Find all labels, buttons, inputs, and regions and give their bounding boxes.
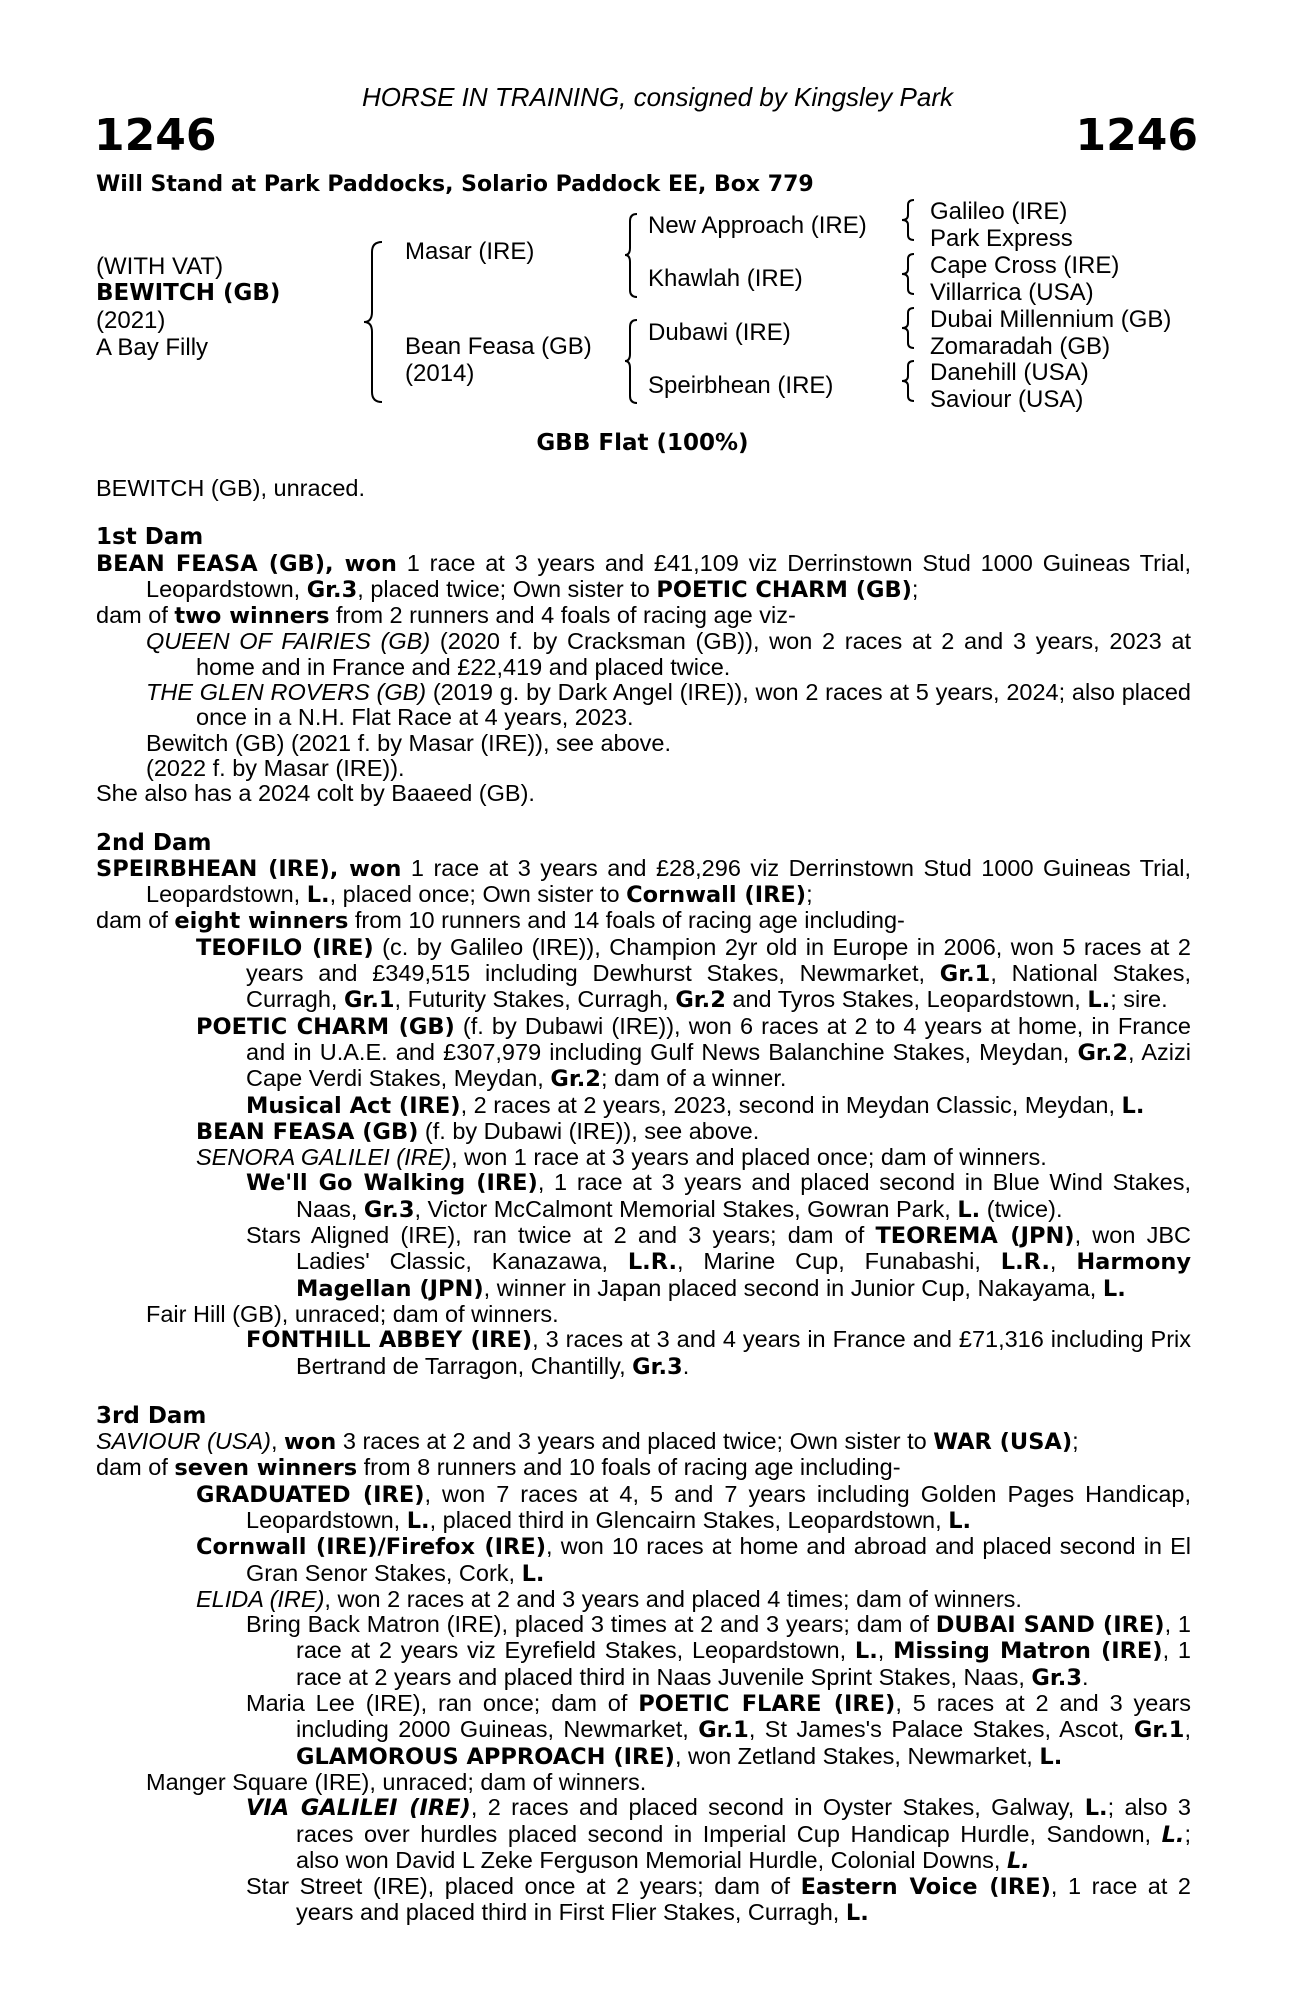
ancestor-ddd: Saviour (USA) [930,386,1084,413]
ancestor-dss: Dubai Millennium (GB) [930,306,1172,333]
third-dam-produce-manger-square: Manger Square (IRE), unraced; dam of winners. [146,1768,647,1795]
third-dam-section [96,1404,1191,1927]
sire-name: Masar (IRE) [405,238,535,265]
pedigree-brace-main [362,240,386,405]
dam-dam: Speirbhean (IRE) [648,372,834,399]
pedigree-brace-sd [900,252,916,296]
first-dam-produce-3: Bewitch (GB) (2021 f. by Masar (IRE)), see above. [146,729,672,756]
dam-sire: Dubawi (IRE) [648,319,791,346]
second-dam-produce-poetic-charm: POETIC CHARM (GB) (f. by Dubawi (IRE)), won 6 races at 2 to 4 years at home, in France and in U.A.E. and £307,979 including Gulf News Balanchine Stakes, Meydan, Gr.2, Azizi Cape Verdi Stakes, Meydan, Gr.2; dam of a winner. [196,1012,1191,1093]
second-dam-grandproduce-stars-aligned: Stars Aligned (IRE), ran twice at 2 and 3 years; dam of TEOREMA (JPN), won JBC Ladies' Classic, Kanazawa, L.R., Marine Cup, Funabashi, L.R., Harmony Magellan (JPN), winner in Japan placed second in Junior Cup, Nakayama, L. [246,1222,1192,1302]
third-dam-produce-elida: ELIDA (IRE), won 2 races at 2 and 3 years and placed 4 times; dam of winners. [196,1585,1022,1612]
catalogue-body [96,476,1191,1927]
consignment-header: HORSE IN TRAINING, consigned by Kingsley Park [362,82,953,112]
horse-sex: A Bay Filly [96,334,209,361]
ancestor-ssd: Park Express [930,225,1073,252]
third-dam-grandproduce-maria-lee: Maria Lee (IRE), ran once; dam of POETIC FLARE (IRE), 5 races at 2 and 3 years including 2000 Guineas, Newmarket, Gr.1, St James's Palace Stakes, Ascot, Gr.1, GLAMOROUS APPROACH (IRE), won Zetland Stakes, Newmarket, L. [246,1690,1191,1770]
sire-dam: Khawlah (IRE) [648,265,803,292]
pedigree-brace-sire [623,212,639,300]
first-dam-heading: 1st Dam [96,524,204,551]
pedigree-brace-dam [623,318,639,406]
pedigree-brace-ds [900,306,916,350]
second-dam-produce-senora-galilei: SENORA GALILEI (IRE), won 1 race at 3 years and placed once; dam of winners. [196,1144,1047,1171]
intro-line: BEWITCH (GB), unraced. [96,475,365,501]
third-dam-grandproduce-via-galilei: VIA GALILEI (IRE), 2 races and placed second in Oyster Stakes, Galway, L.; also 3 races over hurdles placed second in Imperial Cup Handicap Hurdle, Sandown, L.; also won David L Zeke Ferguson Memorial Hurdle, Colonial Downs, L. [246,1794,1191,1874]
third-dam-heading: 3rd Dam [96,1402,207,1429]
dam-name: Bean Feasa (GB) [405,333,592,360]
third-dam-produce-summary: dam of seven winners from 8 runners and 10 foals of racing age including- [96,1454,901,1482]
second-dam-grandproduce-walking: We'll Go Walking (IRE), 1 race at 3 years and placed second in Blue Wind Stakes, Naas, Gr.3, Victor McCalmont Memorial Stakes, Gowran Park, L. (twice). [246,1169,1191,1223]
gbb-note: GBB Flat (100%) [536,430,749,456]
sire-sire: New Approach (IRE) [648,212,867,239]
second-dam-produce-teofilo: TEOFILO (IRE) (c. by Galileo (IRE)), Champion 2yr old in Europe in 2006, won 5 races at 2 years and £349,515 including Dewhurst Stakes, Newmarket, Gr.1, National Stakes, Curragh, Gr.1, Futurity Stakes, Curragh, Gr.2 and Tyros Stakes, Leopardstown, L.; sire. [196,933,1191,1014]
second-dam-produce-summary: dam of eight winners from 10 runners and 14 foals of racing age including- [96,907,905,935]
pedigree-brace-ss [900,198,916,242]
pedigree-brace-dd [900,359,916,403]
third-dam-produce-graduated: GRADUATED (IRE), won 7 races at 4, 5 and 7 years including Golden Pages Handicap, Leopardstown, L., placed third in Glencairn Stakes, Leopardstown, L. [196,1480,1191,1534]
second-dam-grandproduce-musical-act: Musical Act (IRE), 2 races at 2 years, 2023, second in Meydan Classic, Meydan, L. [246,1091,1145,1119]
vat-note: (WITH VAT) [96,253,224,280]
second-dam-heading: 2nd Dam [96,829,212,856]
lot-number-left: 1246 [94,110,217,161]
ancestor-sdd: Villarrica (USA) [930,279,1094,306]
lot-number-right: 1246 [1075,110,1198,161]
ancestor-sss: Galileo (IRE) [930,198,1068,225]
second-dam-produce-fair-hill: Fair Hill (GB), unraced; dam of winners. [146,1300,559,1327]
first-dam-produce-1: QUEEN OF FAIRIES (GB) (2020 f. by Cracksman (GB)), won 2 races at 2 and 3 years, 2023 at home and in France and £22,419 and placed twice. [146,628,1191,680]
ancestor-dsd: Zomaradah (GB) [930,333,1111,360]
second-dam-produce-bean-feasa: BEAN FEASA (GB) (f. by Dubawi (IRE)), see above. [196,1117,760,1145]
second-dam-grandproduce-fonthill: FONTHILL ABBEY (IRE), 3 races at 3 and 4 years in France and £71,316 including Prix Bertrand de Tarragon, Chantilly, Gr.3. [246,1326,1191,1380]
third-dam-grandproduce-star-street: Star Street (IRE), placed once at 2 years; dam of Eastern Voice (IRE), 1 race at 2 years and placed third in First Flier Stakes, Curragh, L. [246,1873,1192,1927]
second-dam-section [96,831,1191,1380]
third-dam-grandproduce-bring-back-matron: Bring Back Matron (IRE), placed 3 times at 2 and 3 years; dam of DUBAI SAND (IRE), 1 race at 2 years viz Eyrefield Stakes, Leopardstown, L., Missing Matron (IRE), 1 race at 2 years and placed third in Naas Juvenile Sprint Stakes, Naas, Gr.3. [246,1611,1191,1691]
ancestor-sds: Cape Cross (IRE) [930,252,1120,279]
horse-year: (2021) [96,307,166,334]
third-dam-produce-cornwall: Cornwall (IRE)/Firefox (IRE), won 10 races at home and abroad and placed second in El Gran Senor Stakes, Cork, L. [196,1533,1192,1587]
ancestor-dds: Danehill (USA) [930,359,1089,386]
first-dam-produce-4: (2022 f. by Masar (IRE)). [146,754,405,781]
first-dam-produce-2: THE GLEN ROVERS (GB) (2019 g. by Dark Angel (IRE)), won 2 races at 5 years, 2024; also placed once in a N.H. Flat Race at 4 years, 2023. [146,679,1191,731]
second-dam-summary: SPEIRBHEAN (IRE), won 1 race at 3 years and £28,296 viz Derrinstown Stud 1000 Guineas Trial, Leopardstown, L., placed once; Own sister to Cornwall (IRE); [96,854,1191,909]
third-dam-summary: SAVIOUR (USA), won 3 races at 2 and 3 years and placed twice; Own sister to WAR (USA); [96,1428,1079,1456]
dam-year: (2014) [405,360,475,387]
first-dam-summary: BEAN FEASA (GB), won 1 race at 3 years and £41,109 viz Derrinstown Stud 1000 Guineas Trial, Leopardstown, Gr.3, placed twice; Own sister to POETIC CHARM (GB); [96,549,1191,603]
first-dam-produce-summary: dam of two winners from 2 runners and 4 foals of racing age viz- [96,602,796,630]
horse-name: BEWITCH (GB) [96,280,281,306]
stand-location: Will Stand at Park Paddocks, Solario Paddock EE, Box 779 [96,172,814,197]
first-dam-section [96,525,1191,806]
first-dam-foal-note: She also has a 2024 colt by Baaeed (GB). [96,780,535,807]
